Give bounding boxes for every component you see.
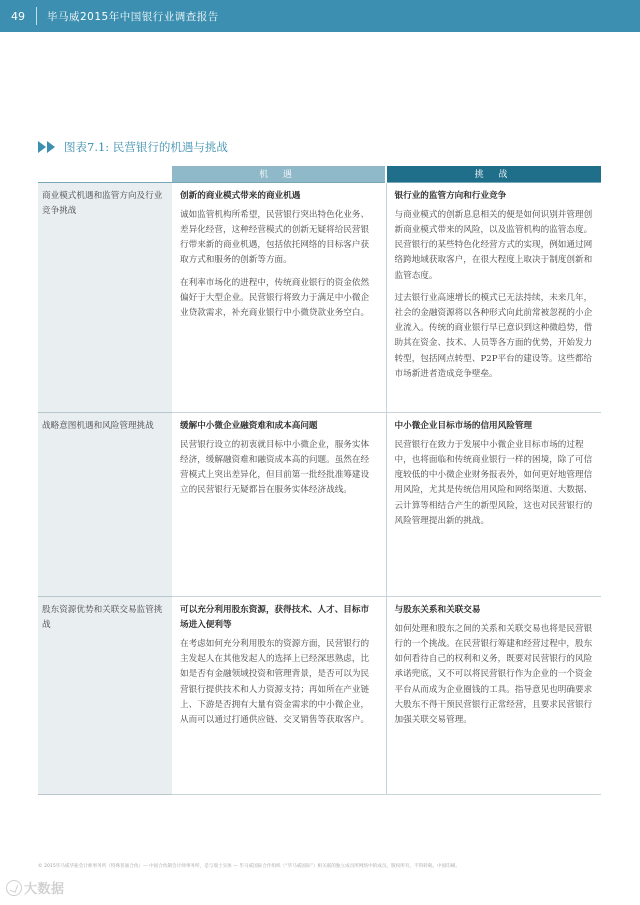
double-chevron-right-icon	[38, 141, 56, 153]
challenge-paragraph: 民营银行在致力于发展中小微企业目标市场的过程中，也将面临和传统商业银行一样的困境，除了可信度较低的中小微企业财务报表外，如何更好地管理信用风险，尤其是传统信用风险和网络渠道、大数据、云计算等相结合产生的新型风险，这也对民营银行的风险管理提出新的挑战。	[394, 439, 593, 526]
table-row	[38, 412, 601, 596]
opportunity-paragraph: 民营银行设立的初衷就目标中小微企业，服务实体经济，缓解融资难和融资成本高的问题。虽然在经营模式上突出差异化，但目前第一批经批准筹建设立的民营银行无疑都旨在服务实体经济战线。	[180, 439, 370, 496]
opportunity-heading: 创新的商业模式带来的商业机遇	[180, 190, 301, 201]
header-divider	[36, 7, 37, 25]
challenge-cell	[386, 182, 601, 412]
row-label: 商业模式机遇和监管方向及行业竞争挑战	[38, 182, 172, 412]
challenge-heading: 银行业的监管方向和行业竞争	[394, 190, 507, 201]
row-label: 股东资源优势和关联交易监管挑战	[38, 596, 172, 794]
challenge-paragraph: 如何处理和股东之间的关系和关联交易也将是民营银行的一个挑战。在民营银行筹建和经营过程中，股东如何看待自己的权利和义务，既要对民营银行的风险承诺兜底，又不可以将民营银行作为企业的一个资金平台从而成为企业圈钱的工具。指导意见也明确要求大股东不得干预民营银行正常经营，且要求民营银行加强关联交易管理。	[394, 623, 593, 725]
challenge-cell	[386, 412, 601, 596]
challenge-heading: 中小微企业目标市场的信用风险管理	[394, 420, 533, 431]
opportunity-cell	[172, 412, 386, 596]
column-header-challenge: 挑 战	[386, 166, 601, 182]
table-row	[38, 182, 601, 412]
header-blank-cell	[38, 166, 172, 182]
opportunity-paragraph: 诚如监管机构所希望，民营银行突出特色化业务、差异化经营，这种经营模式的创新无疑将给民营银行带来新的商业机遇，包括依托网络的目标客户获取方式和服务的创新等方面。	[180, 209, 370, 266]
watermark-text: 大数据	[24, 882, 65, 897]
row-label: 战略意图机遇和风险管理挑战	[38, 412, 172, 596]
opportunities-challenges-table	[38, 166, 601, 795]
challenge-cell	[386, 596, 601, 794]
column-header-opportunity: 机 遇	[172, 166, 386, 182]
report-title: 毕马威2015年中国银行业调查报告	[47, 10, 219, 23]
watermark	[6, 878, 65, 897]
challenge-heading: 与股东关系和关联交易	[394, 604, 481, 615]
opportunity-paragraph: 在考虑如何充分利用股东的资源方面，民营银行的主发起人在其他发起人的选择上已经深思熟虑，比如是否有金融领域投资和管理背景，是否可以为民营银行提供技术和人力资源支持；再如所在产业链上、下游是否拥有大量有资金需求的中小微企业，从而可以通过打通供应链、交叉销售等获取客户。	[180, 638, 370, 725]
header-bar	[0, 0, 640, 32]
copyright-footnote: © 2015毕马威华振会计师事务所（特殊普通合伙）— 中国合伙制会计师事务所，是与瑞士实体 — 毕马威国际合作组织（“毕马威国际”）相关联的独立成员所网络中的成员。版权所有，不得转载。中国印刷。	[38, 864, 460, 869]
opportunity-paragraph: 在利率市场化的进程中，传统商业银行的资金依然偏好于大型企业。民营银行将致力于满足中小微企业贷款需求，补充商业银行中小微贷款业务空白。	[180, 277, 370, 318]
opportunity-cell	[172, 596, 386, 794]
page-number: 49	[11, 9, 25, 23]
opportunity-cell	[172, 182, 386, 412]
table-header-row	[38, 166, 601, 182]
table-row	[38, 596, 601, 794]
figure-title	[38, 139, 228, 155]
figure-title-text: 图表7.1: 民营银行的机遇与挑战	[64, 140, 228, 154]
watermark-logo-icon	[6, 880, 22, 896]
opportunity-heading: 可以充分利用股东资源，获得技术、人才、目标市场进入便利等	[180, 604, 370, 630]
challenge-paragraph: 与商业模式的创新息息相关的便是如何识别并管理创新商业模式带来的风险，以及监管机构的监管态度。民营银行的某些特色化经营方式的实现，例如通过网络跨地域获取客户，在很大程度上取决于制度创新和监管态度。	[394, 209, 593, 281]
opportunity-heading: 缓解中小微企业融资难和成本高问题	[180, 420, 318, 431]
challenge-paragraph: 过去银行业高速增长的模式已无法持续，未来几年，社会的金融资源将以各种形式向此前常被忽视的小企业流入。传统的商业银行早已意识到这种微趋势，借助其在资金、技术、人员等各方面的优势，开始发力转型，包括网点转型、P2P平台的建设等。这些都给市场新进者造成竞争壁垒。	[394, 292, 593, 379]
